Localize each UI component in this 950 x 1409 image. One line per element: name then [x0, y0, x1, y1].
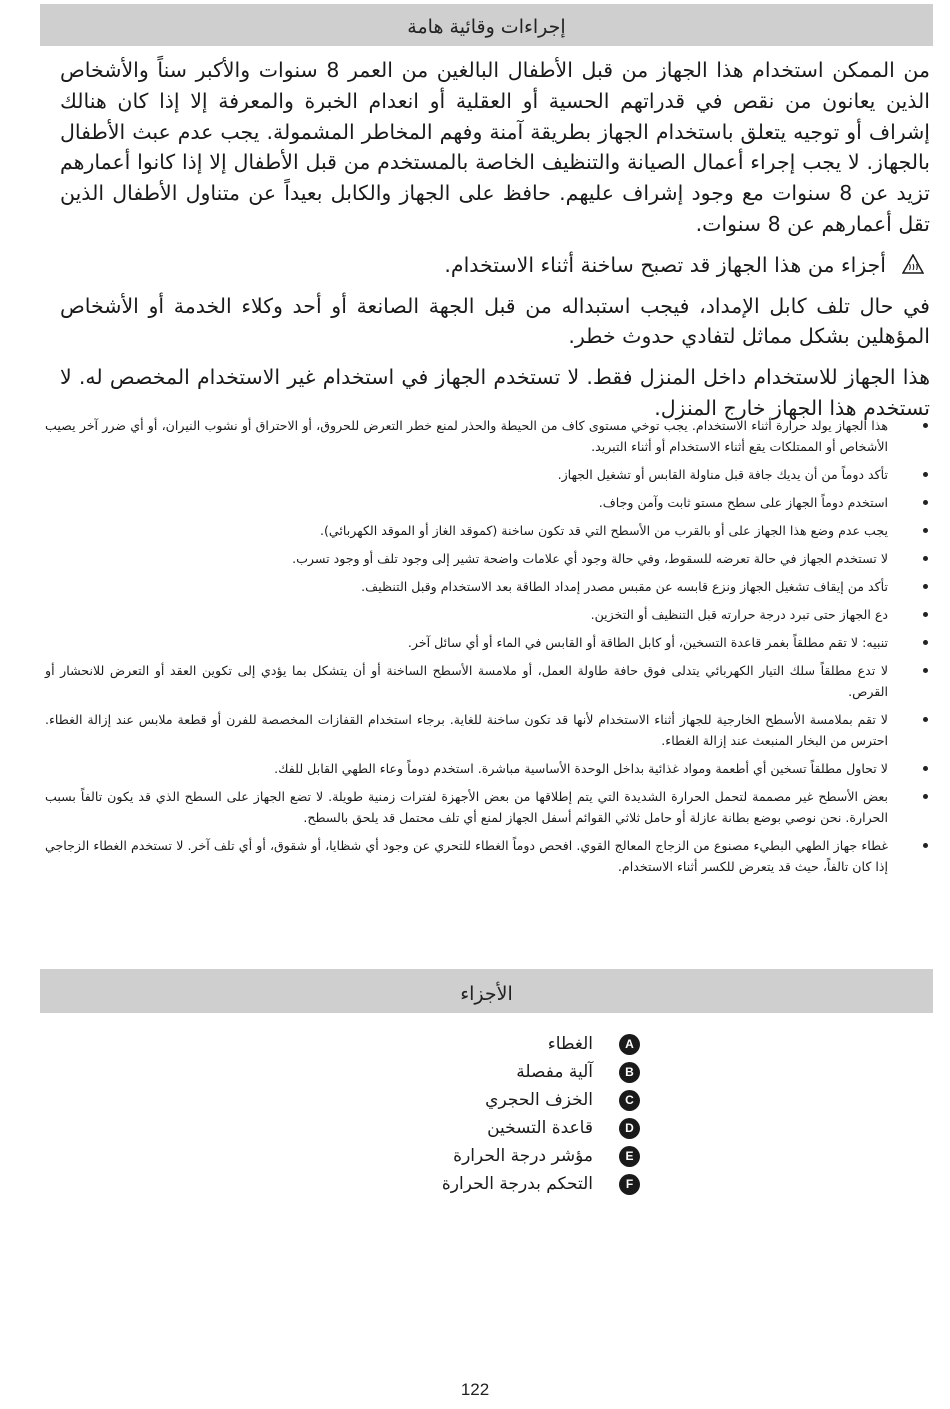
bullet-text: استخدم دوماً الجهاز على سطح مستو ثابت وآمن وجاف. [598, 495, 888, 510]
bullet-dot-icon [923, 794, 928, 799]
bullet-dot-icon [923, 472, 928, 477]
bullet-text: لا تدع مطلقاً سلك التيار الكهربائي يتدلى فوق حافة طاولة العمل، أو ملامسة الأسطح الساخنة أو أن يتشكل بما يؤدي إلى تكوين العقد أو التعرض للانحشار أو القرص. [45, 663, 888, 699]
part-letter-badge: E [619, 1146, 640, 1167]
bullet-text: غطاء جهاز الطهي البطيء مصنوع من الزجاج المعالج القوي. افحص دوماً الغطاء للتحري عن وجود أي شظايا، أو شقوق، أو أي تلف آخر. لا تستخدم الغطاء الزجاجي إذا كان تالفاً، حيث قد يتعرض للكسر أثناء الاستخدام. [45, 838, 888, 874]
part-label: قاعدة التسخين [487, 1118, 593, 1138]
bullet-dot-icon [923, 640, 928, 645]
part-label: مؤشر درجة الحرارة [453, 1146, 593, 1166]
safety-section-header [40, 4, 933, 46]
part-label: الخزف الحجري [485, 1090, 593, 1110]
bullet-text: بعض الأسطح غير مصممة لتحمل الحرارة الشديدة التي يتم إطلاقها من بعض الأجهزة لفترات زمنية طويلة. لا تضع الجهاز على السطح الذي قد يكون تالفاً بسبب الحرارة. نحن نوصي بوضع بطانة عازلة أو حامل ثلاثي القوائم أسفل الجهاز لمنع أي تلف محتمل قد يلحق بالسطح. [45, 789, 888, 825]
safety-bullet-list [45, 415, 930, 884]
bullet-text: لا تستخدم الجهاز في حالة تعرضه للسقوط، وفي حالة وجود أي علامات واضحة تشير إلى وجود تلف أو وجود تسرب. [292, 551, 888, 566]
part-letter-badge: F [619, 1174, 640, 1195]
part-letter-badge: D [619, 1118, 640, 1139]
part-item [300, 1142, 640, 1170]
part-label: آلية مفصلة [516, 1062, 593, 1082]
bullet-item [45, 520, 930, 541]
parts-list [300, 1030, 640, 1198]
bullet-dot-icon [923, 584, 928, 589]
bullet-dot-icon [923, 556, 928, 561]
parts-section-title: الأجزاء [460, 983, 513, 1005]
part-letter-badge: C [619, 1090, 640, 1111]
bullet-text: تأكد من إيقاف تشغيل الجهاز ونزع قابسه عن مقبس مصدر إمداد الطاقة بعد الاستخدام وقبل التنظيف. [361, 579, 888, 594]
part-item [300, 1058, 640, 1086]
bullet-text: لا تقم بملامسة الأسطح الخارجية للجهاز أثناء الاستخدام لأنها قد تكون ساخنة للغاية. برجاء استخدام القفازات المخصصة للفرن أو قطعة ملابس عند إزالة الغطاء. احترس من البخار المنبعث عند إزالة الغطاء. [45, 712, 888, 748]
bullet-text: دع الجهاز حتى تبرد درجة حرارته قبل التنظيف أو التخزين. [590, 607, 888, 622]
page-number: 122 [460, 1380, 490, 1399]
intro-paragraph-household: هذا الجهاز للاستخدام داخل المنزل فقط. لا تستخدم الجهاز في استخدام غير الاستخدام المخصص له. لا تستخدم هذا الجهاز خارج المنزل. [60, 365, 930, 420]
bullet-item [45, 604, 930, 625]
bullet-item [45, 415, 930, 457]
bullet-dot-icon [923, 668, 928, 673]
bullet-item [45, 548, 930, 569]
bullet-item [45, 786, 930, 828]
part-item [300, 1086, 640, 1114]
part-letter-badge: A [619, 1034, 640, 1055]
bullet-text: يجب عدم وضع هذا الجهاز على أو بالقرب من الأسطح التي قد تكون ساخنة (كموقد الغاز أو الموقد الكهربائي). [319, 523, 888, 538]
part-item [300, 1170, 640, 1198]
hot-surface-warning-text: أجزاء من هذا الجهاز قد تصبح ساخنة أثناء الاستخدام. [444, 252, 886, 277]
intro-block [60, 55, 930, 434]
bullet-item [45, 758, 930, 779]
parts-section-header [40, 969, 933, 1013]
part-item [300, 1114, 640, 1142]
bullet-item [45, 835, 930, 877]
bullet-item [45, 709, 930, 751]
hot-surface-warning [60, 250, 930, 281]
bullet-text: تأكد دوماً من أن يديك جافة قبل مناولة القابس أو تشغيل الجهاز. [557, 467, 888, 482]
bullet-text: لا تحاول مطلقاً تسخين أي أطعمة ومواد غذائية بداخل الوحدة الأساسية مباشرة. استخدم دوماً وعاء الطهي القابل للفك. [274, 761, 888, 776]
bullet-item [45, 576, 930, 597]
bullet-text: هذا الجهاز يولد حرارة أثناء الاستخدام. يجب توخي مستوى كاف من الحيطة والحذر لمنع خطر التعرض للحروق، أو الاحتراق أو نشوب النيران، أو أي ضرر آخر يصيب الأشخاص أو الممتلكات يقع أثناء الاستخدام أو أثناء التبريد. [45, 418, 888, 454]
bullet-item [45, 492, 930, 513]
part-item [300, 1030, 640, 1058]
bullet-dot-icon [923, 528, 928, 533]
bullet-text: تنبيه: لا تقم مطلقاً بغمر قاعدة التسخين، أو كابل الطاقة أو القابس في الماء أو أي سائل آخر. [407, 635, 888, 650]
bullet-dot-icon [923, 843, 928, 848]
bullet-item [45, 660, 930, 702]
bullet-dot-icon [923, 423, 928, 428]
part-label: الغطاء [547, 1034, 593, 1054]
bullet-dot-icon [923, 717, 928, 722]
bullet-item [45, 632, 930, 653]
part-label: التحكم بدرجة الحرارة [441, 1174, 593, 1194]
part-letter-badge: B [619, 1062, 640, 1083]
bullet-dot-icon [923, 766, 928, 771]
hot-surface-warning-icon [902, 254, 924, 274]
bullet-item [45, 464, 930, 485]
safety-section-title: إجراءات وقائية هامة [407, 16, 566, 38]
bullet-dot-icon [923, 612, 928, 617]
intro-paragraph-children: من الممكن استخدام هذا الجهاز من قبل الأطفال البالغين من العمر 8 سنوات والأكبر سناً والأشخاص الذين يعانون من نقص في قدراتهم الحسية أو العقلية أو انعدام الخبرة والمعرفة إلا إذا كان هنالك إشراف أو توجيه يتعلق باستخدام الجهاز بطريقة آمنة وفهم المخاطر المشمولة. يجب عدم عبث الأطفال بالجهاز. لا يجب إجراء أعمال الصيانة والتنظيف الخاصة بالمستخدم من قبل الأطفال إلا إذا كانوا أعمارهم تزيد عن 8 سنوات مع وجود إشراف عليهم. حافظ على الجهاز والكابل بعيداً عن متناول الأطفال الذين تقل أعمارهم عن 8 سنوات. [60, 58, 930, 236]
bullet-dot-icon [923, 500, 928, 505]
intro-paragraph-cable: في حال تلف كابل الإمداد، فيجب استبداله من قبل الجهة الصانعة أو أحد وكلاء الخدمة أو الأشخاص المؤهلين بشكل مماثل لتفادي حدوث خطر. [60, 293, 930, 349]
